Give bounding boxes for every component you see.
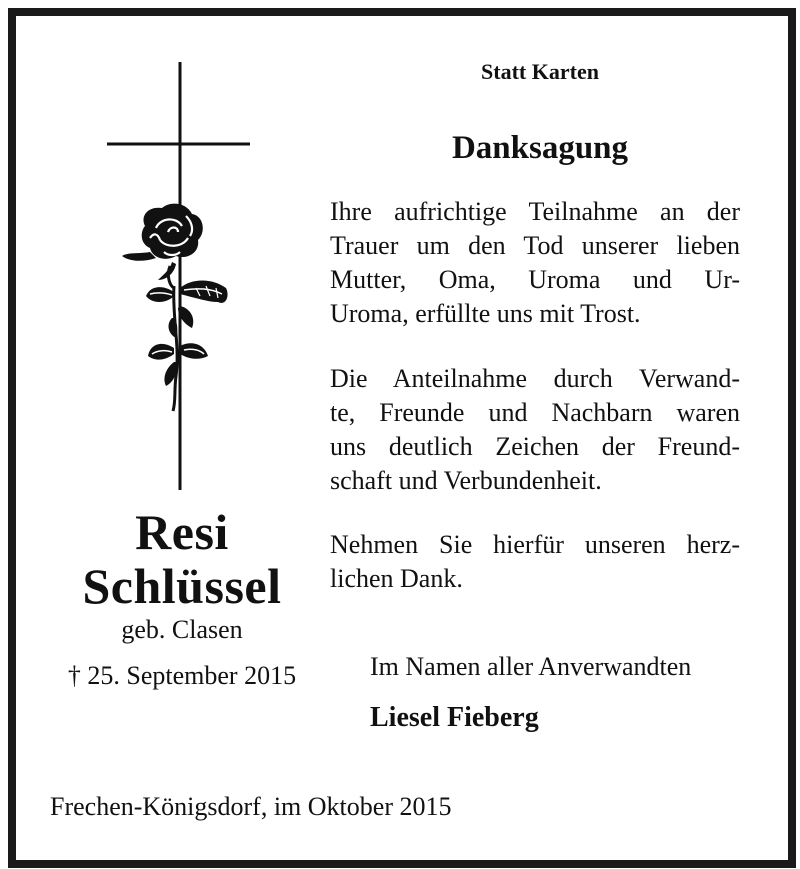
deceased-last-name: Schlüssel [82,558,282,614]
paragraph-line: lichen Dank. [330,564,463,593]
paragraph-3 [330,528,740,596]
danksagung-title: Danksagung [451,130,629,166]
paragraph-line: Die Anteilnahme durch Verwand- [330,364,740,393]
paragraph-line: schaft und Verbundenheit. [330,466,602,495]
cross-with-rose-icon [100,56,270,496]
maiden-name: geb. Clasen [121,615,243,644]
place-date: Frechen-Königsdorf, im Oktober 2015 [50,792,452,821]
death-date: † 25. September 2015 [67,661,297,690]
paragraph-line: uns deutlich Zeichen der Freund- [330,432,740,461]
paragraph-2 [330,362,740,498]
paragraph-line: Mutter, Oma, Uroma und Ur- [330,265,740,294]
paragraph-line: te, Freunde und Nachbarn waren [330,398,740,427]
signatory-name: Liesel Fieberg [370,702,539,733]
on-behalf-text: Im Namen aller Anverwandten [370,652,692,681]
statt-karten-heading: Statt Karten [481,59,599,84]
paragraph-line: Ihre aufrichtige Teilnahme an der [330,197,740,226]
deceased-block [32,505,332,693]
paragraph-line: Trauer um den Tod unserer lieben [330,231,740,260]
paragraph-line: Nehmen Sie hierfür unseren herz- [330,530,740,559]
deceased-first-name: Resi [135,504,229,560]
paragraph-1 [330,195,740,331]
paragraph-line: Uroma, erfüllte uns mit Trost. [330,299,641,328]
